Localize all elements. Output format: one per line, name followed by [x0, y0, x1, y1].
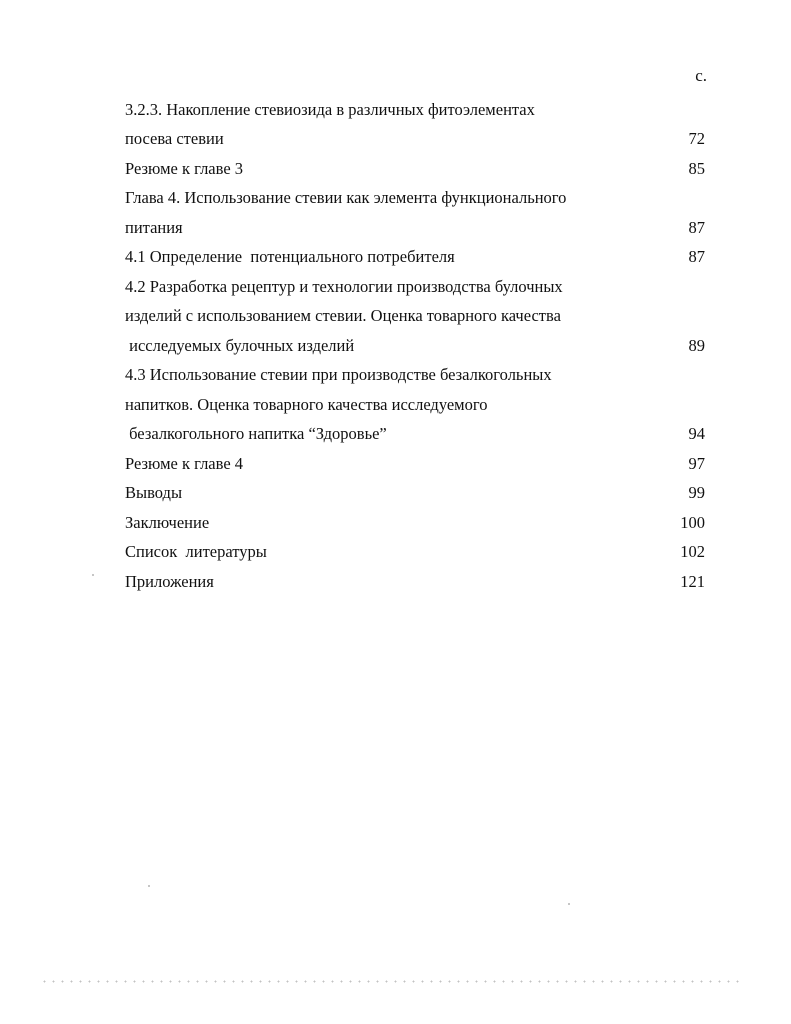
- toc-entry-page-number: 87: [688, 247, 705, 267]
- toc-entry-line: [125, 449, 705, 479]
- toc-entry-line: [125, 538, 705, 568]
- toc-entry-line: [125, 390, 705, 420]
- toc-entry-title: Приложения: [125, 571, 214, 591]
- page-column-label: с.: [695, 66, 707, 85]
- toc-entry-title: Список литературы: [125, 542, 267, 562]
- toc-entry-title: Резюме к главе 3: [125, 158, 244, 178]
- toc-entry-title: исследуемых булочных изделий: [125, 335, 355, 355]
- toc-entry-line: [125, 302, 705, 332]
- toc-entry-title: изделий с использованием стевии. Оценка товарного качества: [125, 306, 561, 326]
- scan-speck: [568, 903, 570, 905]
- toc-entry-page-number: 85: [688, 158, 705, 178]
- toc-entry-line: [125, 420, 705, 450]
- toc-entry-line: [125, 331, 705, 361]
- toc-entry-page-number: 102: [680, 542, 705, 562]
- toc-entry: [125, 449, 705, 479]
- toc-entry: [125, 154, 705, 184]
- scan-speck: [92, 574, 94, 576]
- toc-entry-line: [125, 154, 705, 184]
- toc-entry-line: [125, 272, 705, 302]
- toc-entry: [125, 479, 705, 509]
- toc-entry-page-number: 94: [688, 424, 705, 444]
- toc-entry-line: [125, 508, 705, 538]
- toc-entry: [125, 567, 705, 597]
- toc-entry-title: посева стевии: [125, 129, 224, 149]
- toc-entry-title: Резюме к главе 4: [125, 453, 244, 473]
- toc-entry-line: [125, 361, 705, 391]
- toc-entry-title: 4.3 Использование стевии при производстве безалкогольных: [125, 365, 552, 385]
- toc-entry: [125, 95, 705, 154]
- toc-entry: [125, 361, 705, 450]
- toc-entry-line: [125, 567, 705, 597]
- toc-entry-title: Глава 4. Использование стевии как элемента функционального: [125, 188, 567, 208]
- toc-entry-line: [125, 479, 705, 509]
- toc-entry: [125, 243, 705, 273]
- toc-entry-page-number: 100: [680, 512, 705, 532]
- toc-entry-page-number: 87: [688, 217, 705, 237]
- toc-entry-line: [125, 95, 705, 125]
- toc-entry: [125, 272, 705, 361]
- scan-artifact-row: [40, 980, 740, 983]
- scan-speck: [148, 885, 150, 887]
- toc-entry-title: напитков. Оценка товарного качества исследуемого: [125, 394, 488, 414]
- toc-entry-line: [125, 213, 705, 243]
- toc-entry-page-number: 89: [688, 335, 705, 355]
- table-of-contents: [125, 95, 705, 597]
- toc-entry-page-number: 99: [688, 483, 705, 503]
- toc-entry: [125, 538, 705, 568]
- toc-entry-page-number: 121: [680, 571, 705, 591]
- toc-entry: [125, 508, 705, 538]
- toc-entry-title: 4.2 Разработка рецептур и технологии производства булочных: [125, 276, 563, 296]
- toc-entry-title: 3.2.3. Накопление стевиозида в различных фитоэлементах: [125, 99, 535, 119]
- toc-entry-title: безалкогольного напитка “Здоровье”: [125, 424, 387, 444]
- toc-entry-line: [125, 243, 705, 273]
- toc-entry-title: Заключение: [125, 512, 210, 532]
- toc-entry-title: питания: [125, 217, 183, 237]
- toc-entry-line: [125, 125, 705, 155]
- toc-entry-title: Выводы: [125, 483, 183, 503]
- toc-entry: [125, 184, 705, 243]
- toc-entry-title: 4.1 Определение потенциального потребителя: [125, 247, 455, 267]
- toc-entry-page-number: 72: [688, 129, 705, 149]
- toc-entry-page-number: 97: [688, 453, 705, 473]
- toc-entry-line: [125, 184, 705, 214]
